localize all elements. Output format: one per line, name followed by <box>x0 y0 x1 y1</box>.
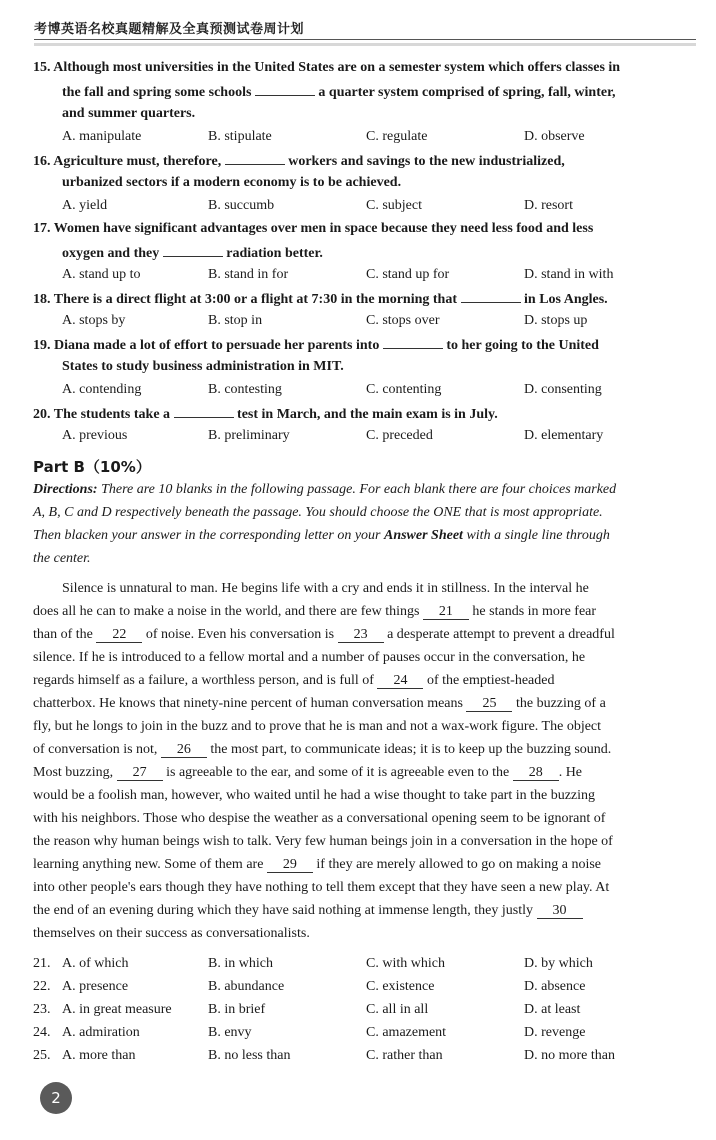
question-16-line2: urbanized sectors if a modern economy is to be achieved. <box>62 175 402 190</box>
passage-line: would be a foolish man, however, who waited until he had a wise thought to take part in the buzzing <box>33 788 596 803</box>
option[interactable]: B. abundance <box>208 979 285 994</box>
question-19-line2: States to study business administration in MIT. <box>62 359 344 374</box>
option[interactable]: C. rather than <box>366 1048 443 1063</box>
passage-line: Silence is unnatural to man. He begins life with a cry and ends it in stillness. In the interval he <box>62 581 589 596</box>
question-17: 17. Women have significant advantages over men in space because they need less food and less <box>33 221 594 236</box>
passage-line: the reason why human beings wish to talk. Very few human beings join in a conversation in the hope of <box>33 834 613 849</box>
passage-line: learning anything new. Some of them are 29 if they are merely allowed to go on making a noise <box>33 857 602 872</box>
option[interactable]: C. contenting <box>366 382 442 397</box>
option[interactable]: C. with which <box>366 956 445 971</box>
header-rule-shadow <box>34 43 696 46</box>
option[interactable]: B. succumb <box>208 198 275 213</box>
option[interactable]: A. admiration <box>62 1025 140 1040</box>
numbered-blank: 23 <box>338 628 384 643</box>
answer-blank <box>163 244 223 257</box>
option[interactable]: D. stand in with <box>524 267 614 282</box>
passage-line: with his neighbors. Those who despise the weather as a conversational opening seem to be ignorant of <box>33 811 606 826</box>
numbered-blank: 25 <box>466 697 512 712</box>
option[interactable]: A. manipulate <box>62 129 142 144</box>
option[interactable]: D. observe <box>524 129 585 144</box>
option[interactable]: B. envy <box>208 1025 252 1040</box>
running-header: 考博英语名校真题精解及全真预测试卷周计划 <box>34 22 305 37</box>
passage-line: silence. If he is introduced to a fellow mortal and a number of pauses occur in the conversation, he <box>33 650 586 665</box>
option[interactable]: A. presence <box>62 979 129 994</box>
option[interactable]: A. previous <box>62 428 128 443</box>
numbered-blank: 27 <box>117 766 163 781</box>
passage-line: does all he can to make a noise in the world, and there are few things 21 he stands in more fear <box>33 604 597 619</box>
option[interactable]: B. stop in <box>208 313 263 328</box>
option[interactable]: A. stand up to <box>62 267 141 282</box>
passage-line: the end of an evening during which they have said nothing at immense length, they justly 30 <box>33 903 583 919</box>
option[interactable]: C. existence <box>366 979 435 994</box>
option[interactable]: D. absence <box>524 979 586 994</box>
answer-blank <box>383 336 443 349</box>
passage-line: themselves on their success as conversationalists. <box>33 926 310 941</box>
question-15-line3: and summer quarters. <box>62 106 196 121</box>
answer-blank <box>225 152 285 165</box>
question-16: 16. Agriculture must, therefore, workers and savings to the new industrialized, <box>33 154 565 169</box>
passage-line: into other people's ears though they have nothing to tell them except that they have seen a new play. At <box>33 880 610 895</box>
option[interactable]: A. contending <box>62 382 142 397</box>
answer-number: 25. <box>33 1048 51 1063</box>
option[interactable]: A. in great measure <box>62 1002 172 1017</box>
question-19: 19. Diana made a lot of effort to persuade her parents into to her going to the United <box>33 338 599 353</box>
passage-line: than of the 22 of noise. Even his conversation is 23 a desperate attempt to prevent a dreadful <box>33 627 615 642</box>
answer-number: 22. <box>33 979 51 994</box>
option[interactable]: B. stand in for <box>208 267 289 282</box>
numbered-blank: 24 <box>377 674 423 689</box>
option[interactable]: D. by which <box>524 956 593 971</box>
directions-line3: Then blacken your answer in the corresponding letter on your Answer Sheet with a single line through <box>33 528 610 543</box>
section-heading: Part B（10%） <box>33 458 151 476</box>
header-rule <box>34 39 696 40</box>
question-18: 18. There is a direct flight at 3:00 or a flight at 7:30 in the morning that in Los Angles. <box>33 292 608 307</box>
answer-number: 23. <box>33 1002 51 1017</box>
numbered-blank: 26 <box>161 743 207 758</box>
option[interactable]: C. amazement <box>366 1025 447 1040</box>
answer-number: 21. <box>33 956 51 971</box>
numbered-blank: 30 <box>537 904 583 919</box>
option[interactable]: B. no less than <box>208 1048 291 1063</box>
option[interactable]: B. stipulate <box>208 129 272 144</box>
passage-line: regards himself as a failure, a worthless person, and is full of 24 of the emptiest-headed <box>33 673 555 688</box>
answer-blank <box>174 405 234 418</box>
question-17-line2: oxygen and they radiation better. <box>62 246 323 261</box>
option[interactable]: A. of which <box>62 956 129 971</box>
numbered-blank: 29 <box>267 858 313 873</box>
numbered-blank: 28 <box>513 766 559 781</box>
option[interactable]: C. stops over <box>366 313 440 328</box>
option[interactable]: B. preliminary <box>208 428 290 443</box>
option[interactable]: D. consenting <box>524 382 602 397</box>
option[interactable]: A. more than <box>62 1048 136 1063</box>
question-15: 15. Although most universities in the United States are on a semester system which offers classes in <box>33 60 621 75</box>
question-15-line2: the fall and spring some schools a quarter system comprised of spring, fall, winter, <box>62 85 616 100</box>
option[interactable]: D. no more than <box>524 1048 615 1063</box>
page-number-badge: 2 <box>40 1082 72 1114</box>
option[interactable]: D. revenge <box>524 1025 586 1040</box>
option[interactable]: B. in brief <box>208 1002 266 1017</box>
numbered-blank: 22 <box>96 628 142 643</box>
question-20: 20. The students take a test in March, and the main exam is in July. <box>33 407 498 422</box>
option[interactable]: B. contesting <box>208 382 282 397</box>
option[interactable]: D. elementary <box>524 428 604 443</box>
numbered-blank: 21 <box>423 605 469 620</box>
option[interactable]: B. in which <box>208 956 273 971</box>
answer-number: 24. <box>33 1025 51 1040</box>
passage-line: chatterbox. He knows that ninety-nine percent of human conversation means 25 the buzzing of a <box>33 696 606 711</box>
option[interactable]: D. resort <box>524 198 573 213</box>
option[interactable]: C. all in all <box>366 1002 429 1017</box>
passage-line: fly, but he longs to join in the buzz and to prove that he is man and not a wax-work figure. The object <box>33 719 602 734</box>
option[interactable]: A. yield <box>62 198 108 213</box>
option[interactable]: C. regulate <box>366 129 428 144</box>
option[interactable]: C. subject <box>366 198 422 213</box>
directions-line1: Directions: There are 10 blanks in the following passage. For each blank there are four choices marked <box>33 482 617 497</box>
answer-blank <box>255 83 315 96</box>
answer-blank <box>461 290 521 303</box>
passage-line: of conversation is not, 26 the most part, to communicate ideas; it is to keep up the buzzing sound. <box>33 742 612 757</box>
option[interactable]: D. at least <box>524 1002 581 1017</box>
passage-line: Most buzzing, 27 is agreeable to the ear, and some of it is agreeable even to the 28 . He <box>33 765 583 780</box>
directions-line4: the center. <box>33 551 91 566</box>
option[interactable]: C. preceded <box>366 428 433 443</box>
option[interactable]: C. stand up for <box>366 267 450 282</box>
directions-line2: A, B, C and D respectively beneath the passage. You should choose the ONE that is most appropriate. <box>33 505 603 520</box>
option[interactable]: A. stops by <box>62 313 126 328</box>
option[interactable]: D. stops up <box>524 313 588 328</box>
